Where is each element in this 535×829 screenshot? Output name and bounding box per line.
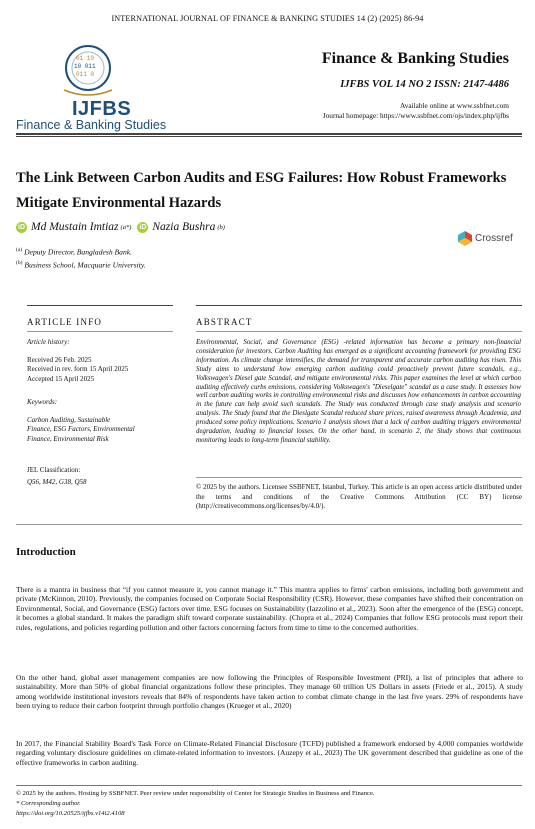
article-title: The Link Between Carbon Audits and ESG Failures: How Robust Frameworks Mitigate Environmental Hazards <box>16 170 507 211</box>
keywords-label: Keywords: <box>27 398 58 406</box>
affiliation-a <box>16 247 132 257</box>
affiliation-b-mark: (b) <box>16 260 23 266</box>
accepted-date: Accepted 15 April 2025 <box>27 374 95 383</box>
crossref-label: Crossref <box>475 232 513 244</box>
keywords-line: Carbon Auditing, Sustainable <box>27 416 111 424</box>
jel-codes: Q56, M42, G38, Q58 <box>27 478 87 486</box>
keywords-line: Finance, ESG Factors, Environmental <box>27 425 135 434</box>
footer-copyright: © 2025 by the authors. Hosting by SSBFNET. Peer review under responsibility of Center for Strategic Studies in Business and Finance. <box>16 790 375 797</box>
history-dates <box>27 356 167 384</box>
affiliation-b <box>16 260 146 270</box>
journal-issn: IJFBS VOL 14 NO 2 ISSN: 2147-4486 <box>340 79 509 90</box>
keywords-line: Finance, Environmental Risk <box>27 434 109 443</box>
orcid-icon[interactable]: iD <box>139 223 147 231</box>
body-rule <box>16 524 522 525</box>
header-rule <box>16 133 522 135</box>
abstract-rule <box>196 305 522 306</box>
affiliation-b-text: Business School, Macquarie University. <box>24 260 146 270</box>
revised-date: Received in rev. form 15 April 2025 <box>27 365 129 374</box>
paragraph: There is a mantra in business that “if you cannot measure it, you cannot manage it.” This mantra applies to firms' carbon emissions, including both government and private (McKinnon, 2010). Previously, the companies focused on Corporate Social Responsibility (CSR). However, these companies have shifted their concentration on Environmental, Social, and Governance (ESG) factors over time. ESG focuses on Sustainability (Iazzolino et al., 2023). Soon after the emergence of the (ESG) concept, it becomes a global standard. It makes the paradigm shift toward corporate sustainability. (Chopra et al., 2024) Companies that follow ESG protocols must report their rules, regulations, and policies regarding pollution and other factors concerning factors from time to time to the concerned authorities. <box>16 585 523 632</box>
affiliation-a-text: Deputy Director, Bangladesh Bank. <box>24 247 133 257</box>
journal-name: Finance & Banking Studies <box>321 50 509 67</box>
affiliation-a-mark: (a) <box>16 247 23 253</box>
header-rule-thin <box>16 136 522 137</box>
crossref-icon <box>458 230 473 246</box>
paragraph: In 2017, the Financial Stability Board's Task Force on Climate-Related Financial Disclosure (TCFD) published a framework endorsed by 4,000 companies worldwide regarding voluntary disclosure guidelines on climate-related information to investors. (Auzepy et al., 2023) The UK government described that guideline as one of the effective frameworks in carbon auditing. <box>16 739 523 767</box>
author-2-marks: (b) <box>217 223 225 231</box>
author-2: Nazia Bushra <box>152 221 216 233</box>
article-info-heading: ARTICLE INFO <box>27 317 103 327</box>
abstract-text: Environmental, Social, and Governance (ESG) -related information has become a primary non-financial consideration for investors. Carbon Auditing has emerged as a significant accounting framework for providing ESG information. As climate change intensifies, the demand for transparent and accurate carbon auditing has risen. This Study aims to understand how emerging carbon auditing could proactively prevent future scandals, e.g., Volkswagen's Diesel gate Scandal, and mitigate environmental risks. This paper examines the level at which carbon auditing effectively curbs emissions, considering Volkswagen's "Dieselgate" scandal as a case study. It assesses how well carbon auditing works in controlling environmental risks and discusses how enhancements in carbon accounting in the future can help avoid such scandals. The Study was conducted through case study analysis and scenario analysis. The Study found that the Dieslgate Scandal reduced share prices, raised awareness through Academia, and produced some policy implications. Scenario 1 analysis shows that a lack of carbon auditing triggers environmental degradation, leading to financial losses. On the other hand, in scenario 2, the Study shows that continuous monitoring leads to long-term financial stability. <box>196 339 521 444</box>
svg-text:01 10: 01 10 <box>76 55 95 62</box>
author-line <box>16 221 225 233</box>
keywords <box>27 416 167 444</box>
crossref-badge[interactable] <box>458 230 513 246</box>
logo-tagline: Finance & Banking Studies <box>16 118 167 132</box>
license-rule <box>196 477 522 478</box>
abstract-heading: ABSTRACT <box>196 317 253 327</box>
available-online[interactable]: Available online at www.ssbfnet.com <box>399 101 509 110</box>
svg-text:10 011: 10 011 <box>74 63 96 70</box>
abstract-subrule <box>196 331 522 332</box>
logo-letters: IJFBS <box>72 98 132 120</box>
footer-doi[interactable]: https://doi.org/10.20525/ijfbs.v14i2.4108 <box>16 810 125 817</box>
running-head: INTERNATIONAL JOURNAL OF FINANCE & BANKING STUDIES 14 (2) (2025) 86-94 <box>111 14 424 23</box>
author-1: Md Mustain Imtiaz <box>31 221 119 233</box>
article-info-rule <box>27 305 173 306</box>
orcid-icon[interactable]: iD <box>18 223 25 231</box>
license-text: © 2025 by the authors. Licensee SSBFNET, Istanbul, Turkey. This article is an open access article distributed under the terms and conditions of the Creative Commons Attribution (CC BY) license (http://creativecommons.org/licenses/by/4.0/). <box>196 483 522 510</box>
paragraph: On the other hand, global asset management companies are now following the Principles of Responsible Investment (PRI), a list of principles that adhere to sustainability. More than 50% of global financial organizations follow these principles. They manage 60 trillion US Dollars in assets (Friede et al., 2015). A study among worldwide institutional investors reveals that 84% of respondents have taken action to combat climate change in the last five years. 29% of respondents have been trying to reduce their carbon footprint through portfolio changes (Krueger et al., 2020) <box>16 673 523 711</box>
history-label: Article history: <box>27 338 70 346</box>
article-info-subrule <box>27 331 173 332</box>
author-1-marks: (a*) <box>120 223 132 231</box>
footer-rule <box>16 785 522 786</box>
intro-heading: Introduction <box>16 546 76 558</box>
footer-corresponding: * Corresponding author. <box>16 800 81 807</box>
svg-text:011 0: 011 0 <box>76 71 95 78</box>
jel-label: JEL Classification: <box>27 466 81 474</box>
journal-homepage[interactable]: Journal homepage: https://www.ssbfnet.com/ojs/index.php/ijfbs <box>322 111 509 120</box>
received-date: Received 26 Feb. 2025 <box>27 356 92 364</box>
